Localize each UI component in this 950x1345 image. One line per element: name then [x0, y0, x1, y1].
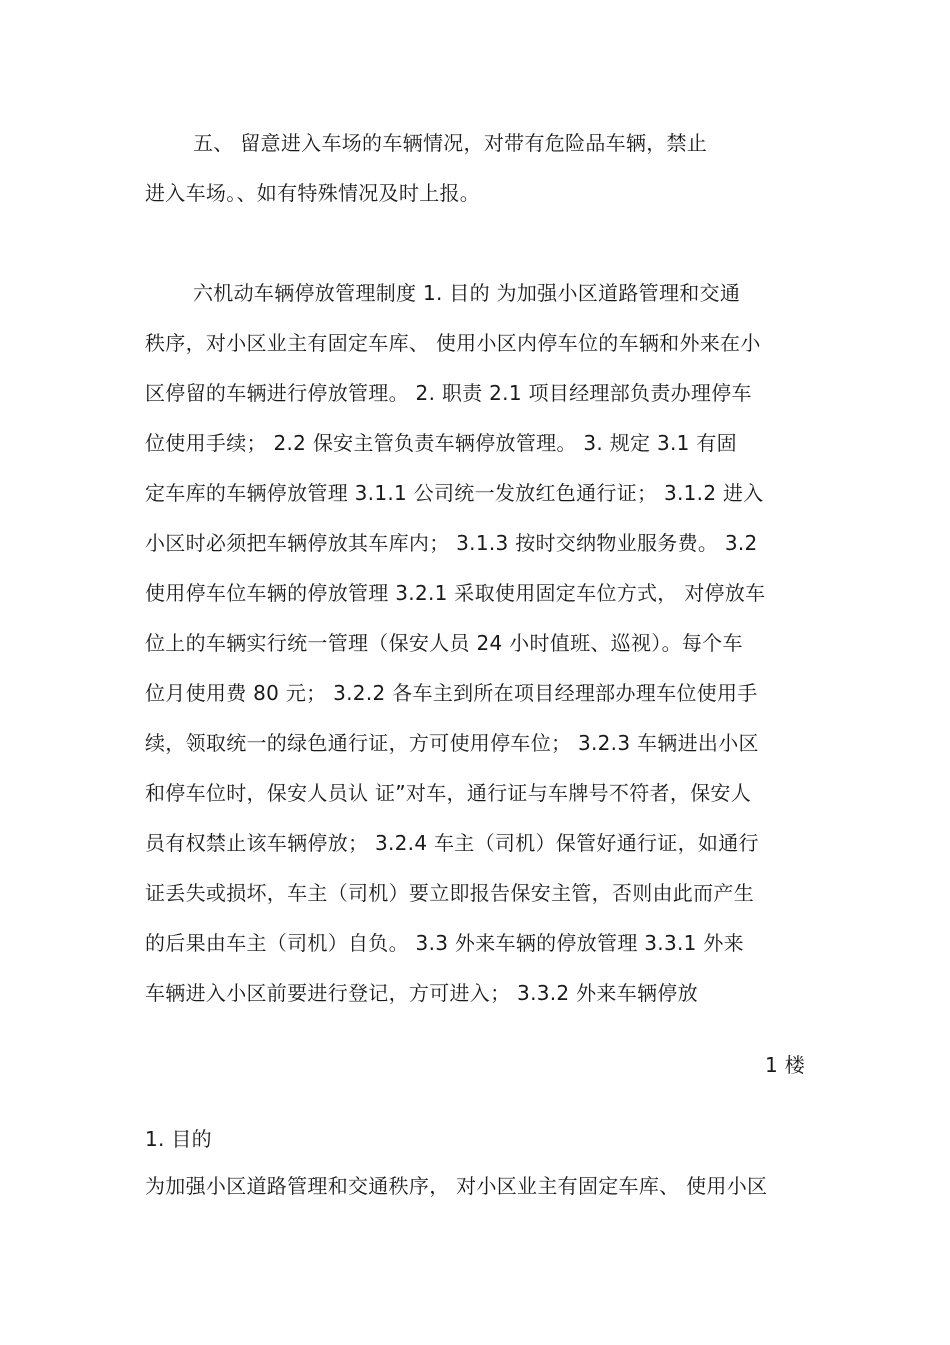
section6-line-10: 续，领取统一的绿色通行证，方可使用停车位； 3.2.3 车辆进出小区	[145, 731, 759, 755]
section5-line-1: 五、 留意进入车场的车辆情况，对带有危险品车辆，禁止	[193, 131, 708, 155]
section6-line-14: 的后果由车主（司机）自负。 3.3 外来车辆的停放管理 3.3.1 外来	[145, 931, 744, 955]
reply-heading: 1. 目的	[145, 1127, 212, 1151]
section6-line-12: 员有权禁止该车辆停放； 3.2.4 车主（司机）保管好通行证，如通行	[145, 831, 759, 855]
section6-line-1: 六机动车辆停放管理制度 1. 目的 为加强小区道路管理和交通	[193, 281, 741, 305]
floor-label: 1 楼	[765, 1053, 805, 1077]
section6-line-8: 位上的车辆实行统一管理（保安人员 24 小时值班、巡视）。每个车	[145, 631, 743, 655]
section5-line-2: 进入车场。、如有特殊情况及时上报。	[145, 181, 481, 205]
section6-line-7: 使用停车位车辆的停放管理 3.2.1 采取使用固定车位方式， 对停放车	[145, 581, 766, 605]
section6-line-4: 位使用手续； 2.2 保安主管负责车辆停放管理。 3. 规定 3.1 有固	[145, 431, 737, 455]
section6-line-13: 证丢失或损坏，车主（司机）要立即报告保安主管，否则由此而产生	[145, 881, 754, 905]
reply-line-1: 为加强小区道路管理和交通秩序， 对小区业主有固定车库、 使用小区	[145, 1174, 768, 1198]
section6-line-11: 和停车位时，保安人员认 证”对车，通行证与车牌号不符者，保安人	[145, 781, 752, 805]
section6-line-6: 小区时必须把车辆停放其车库内； 3.1.3 按时交纳物业服务费。 3.2	[145, 531, 758, 555]
section6-line-15: 车辆进入小区前要进行登记，方可进入； 3.3.2 外来车辆停放	[145, 981, 698, 1005]
section6-line-5: 定车库的车辆停放管理 3.1.1 公司统一发放红色通行证； 3.1.2 进入	[145, 481, 764, 505]
section6-line-3: 区停留的车辆进行停放管理。 2. 职责 2.1 项目经理部负责办理停车	[145, 381, 752, 405]
section6-line-9: 位月使用费 80 元； 3.2.2 各车主到所在项目经理部办理车位使用手	[145, 681, 758, 705]
section6-line-2: 秩序，对小区业主有固定车库、 使用小区内停车位的车辆和外来在小	[145, 331, 761, 355]
